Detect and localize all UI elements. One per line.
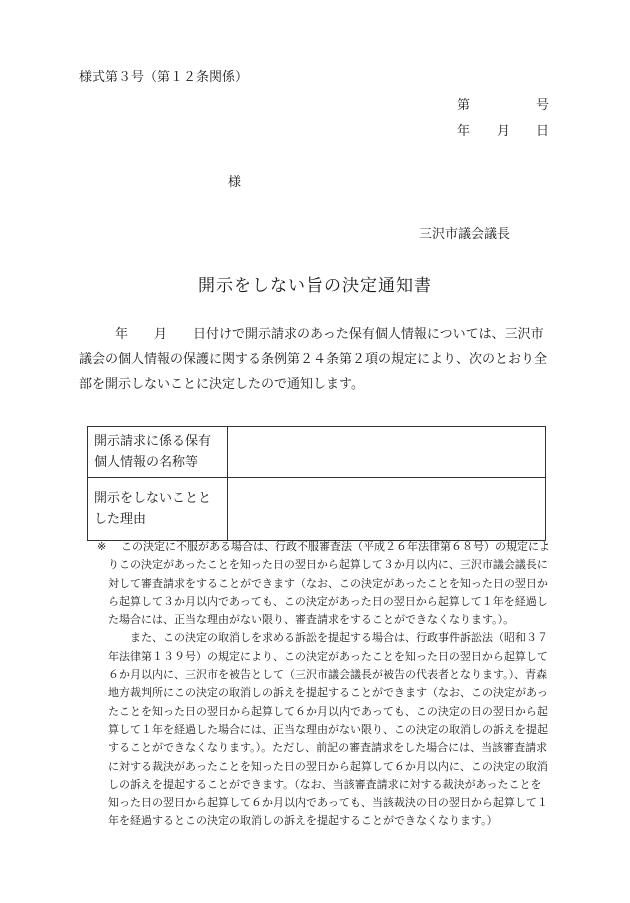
- number-prefix: 第: [457, 98, 471, 113]
- row-label-info-name: 開示請求に係る保有個人情報の名称等: [88, 427, 228, 478]
- body-month: 月: [154, 327, 168, 342]
- note-paragraph-1: この決定に不服がある場合は、行政不服審査法（平成２６年法律第６８号）の規定によりこの決定があったことを知った日の翌日から起算して３か月以内に、三沢市議会議長に対して審査請求をすることができます（なお、この決定があったことを知った日の翌日から起算して３か月以内であっても、この決定があった日の翌日から起算して１年を経過した場合には、正当な理由がない限り、審査請求をすることができなくなります。）。: [108, 540, 550, 627]
- number-suffix: 号: [535, 98, 549, 113]
- document-title: 開示をしない旨の決定通知書: [198, 276, 432, 296]
- info-table: [87, 426, 546, 541]
- note-mark: ※: [97, 540, 107, 553]
- document-date: [457, 120, 549, 139]
- note-paragraph-2: また、この決定の取消しを求める訴訟を提起する場合は、行政事件訴訟法（昭和３７年法律第１３９号）の規定により、この決定があったことを知った日の翌日から起算して６か月以内に、三沢市を被告として（三沢市議会議長が被告の代表者となります。）、青森地方裁判所にこの決定の取消しの訴えを提起することができます（なお、この決定があったことを知った日の翌日から起算して６か月以内であっても、この決定の日の翌日から起算して１年を経過した場合には、正当な理由がない限り、この決定の取消しの訴えを提起することができなくなります。）。ただし、前記の審査請求をした場合には、当該審査請求に対する裁決があったことを知った日の翌日から起算して６か月以内に、この決定の取消しの訴えを提起することができます。（なお、当該審査請求に対する裁決があったことを知った日の翌日から起算して６か月以内であっても、当該裁決の日の翌日から起算して１年を経過するとこの決定の取消しの訴えを提起することができなくなります。）: [108, 631, 548, 828]
- date-month: 月: [497, 124, 511, 139]
- addressee: 様: [228, 175, 242, 190]
- row-label-reason: 開示をしないこととした理由: [88, 478, 228, 541]
- body-paragraph: 日付けで開示請求のあった保有個人情報については、三沢市議会の個人情報の保護に関する条例第２４条第２項の規定により、次のとおり全部を開示しないことに決定したので通知します。: [79, 327, 548, 392]
- body-year: 年: [115, 327, 129, 342]
- notes: [97, 538, 552, 831]
- date-year: 年: [457, 124, 471, 139]
- form-number: 様式第３号（第１２条関係）: [79, 70, 249, 85]
- row-value-info-name: [228, 427, 546, 478]
- table-row: [88, 478, 546, 541]
- row-value-reason: [228, 478, 546, 541]
- table-row: [88, 427, 546, 478]
- document-number: [457, 94, 549, 113]
- body-text: [79, 322, 551, 397]
- date-day: 日: [535, 124, 549, 139]
- sender: 三沢市議会議長: [419, 227, 511, 242]
